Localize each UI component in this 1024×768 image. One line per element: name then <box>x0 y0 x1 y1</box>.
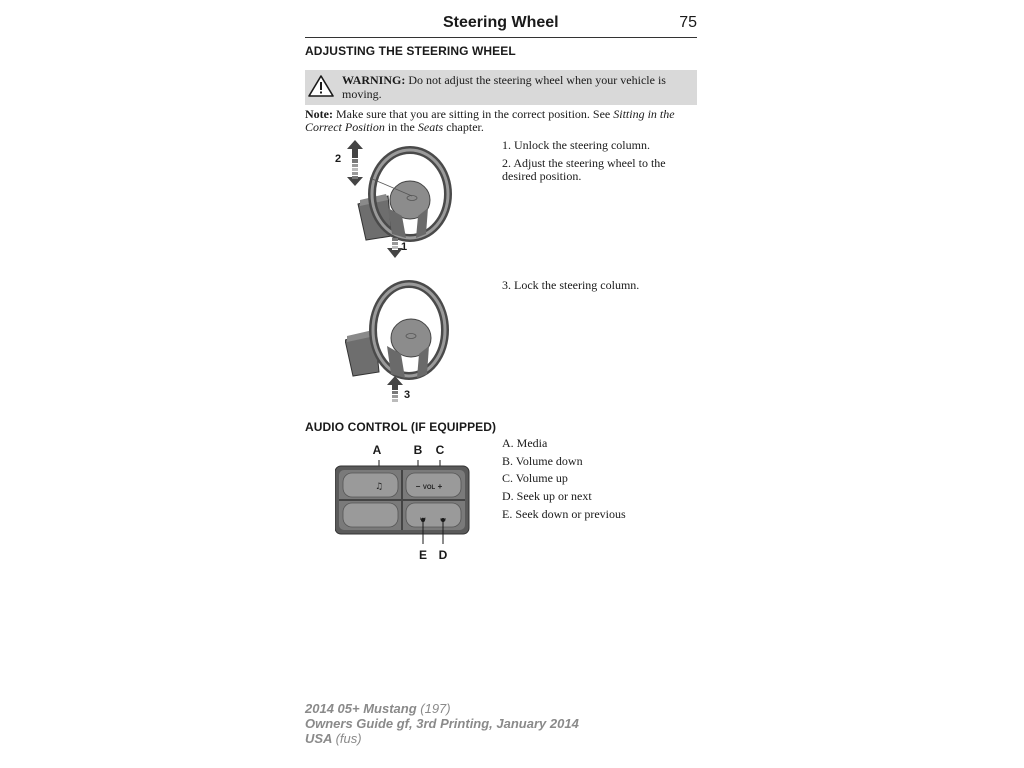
step-3: 3. Lock the steering column. <box>502 278 640 292</box>
audio-item-d: D. Seek up or next <box>502 489 592 503</box>
steering-adjust-figure <box>330 138 460 266</box>
note-paragraph <box>305 108 697 134</box>
page-number: 75 <box>679 14 697 31</box>
note-reference-2: Seats <box>417 120 444 134</box>
steering-wheel-icon <box>345 284 445 378</box>
warning-box <box>305 70 697 105</box>
callout-b: B <box>413 443 423 457</box>
figure-label-2: 2 <box>335 153 342 165</box>
manual-page <box>305 0 697 768</box>
note-text-1: Make sure that you are sitting in the correct position. See <box>335 107 611 121</box>
steering-lock-figure <box>345 280 455 404</box>
footer-market: USA <box>305 731 332 746</box>
section-heading-adjusting: ADJUSTING THE STEERING WHEEL <box>305 44 516 58</box>
section-heading-audio: AUDIO CONTROL (IF EQUIPPED) <box>305 420 497 434</box>
warning-message: Do not adjust the steering wheel when your vehicle is moving. <box>342 73 666 101</box>
footer-market-code: (fus) <box>335 731 362 746</box>
step-1: 1. Unlock the steering column. <box>502 138 650 152</box>
audio-item-e: E. Seek down or previous <box>502 507 626 521</box>
audio-item-c: C. Volume up <box>502 471 568 485</box>
footer-line-2: Owners Guide gf, 3rd Printing, January 2014 <box>305 716 579 731</box>
footer-model-code: (197) <box>420 701 451 716</box>
warning-label: WARNING: <box>342 73 406 87</box>
arrow-up-icon <box>347 140 363 158</box>
warning-text <box>342 73 692 101</box>
audio-item-a: A. Media <box>502 436 548 450</box>
page-header <box>305 14 697 38</box>
step-2: 2. Adjust the steering wheel to the desired position. <box>502 156 666 183</box>
callout-d: D <box>438 548 448 562</box>
volume-plus-label: + <box>437 482 443 491</box>
note-text-3: chapter. <box>446 120 484 134</box>
footer-model: 2014 05+ Mustang <box>305 701 417 716</box>
figure-label-1: 1 <box>401 241 408 253</box>
note-label: Note: <box>305 107 333 121</box>
callout-a: A <box>372 443 382 457</box>
note-text-2: in the <box>387 120 415 134</box>
figure-label-3: 3 <box>404 389 411 401</box>
steering-wheel-icon <box>358 150 448 240</box>
warning-icon <box>308 74 334 98</box>
audio-item-b: B. Volume down <box>502 454 583 468</box>
volume-minus-label: − <box>415 482 421 491</box>
page-title: Steering Wheel <box>443 14 559 31</box>
footer-line-3 <box>305 731 697 746</box>
callout-c: C <box>435 443 445 457</box>
callout-e: E <box>418 548 428 562</box>
music-note-icon: ♫ <box>374 482 384 492</box>
footer-line-1 <box>305 701 697 716</box>
audio-control-figure <box>335 440 480 565</box>
volume-label: VOL <box>422 485 436 491</box>
note-reference-1: Sitting in the Correct Position <box>305 107 675 134</box>
